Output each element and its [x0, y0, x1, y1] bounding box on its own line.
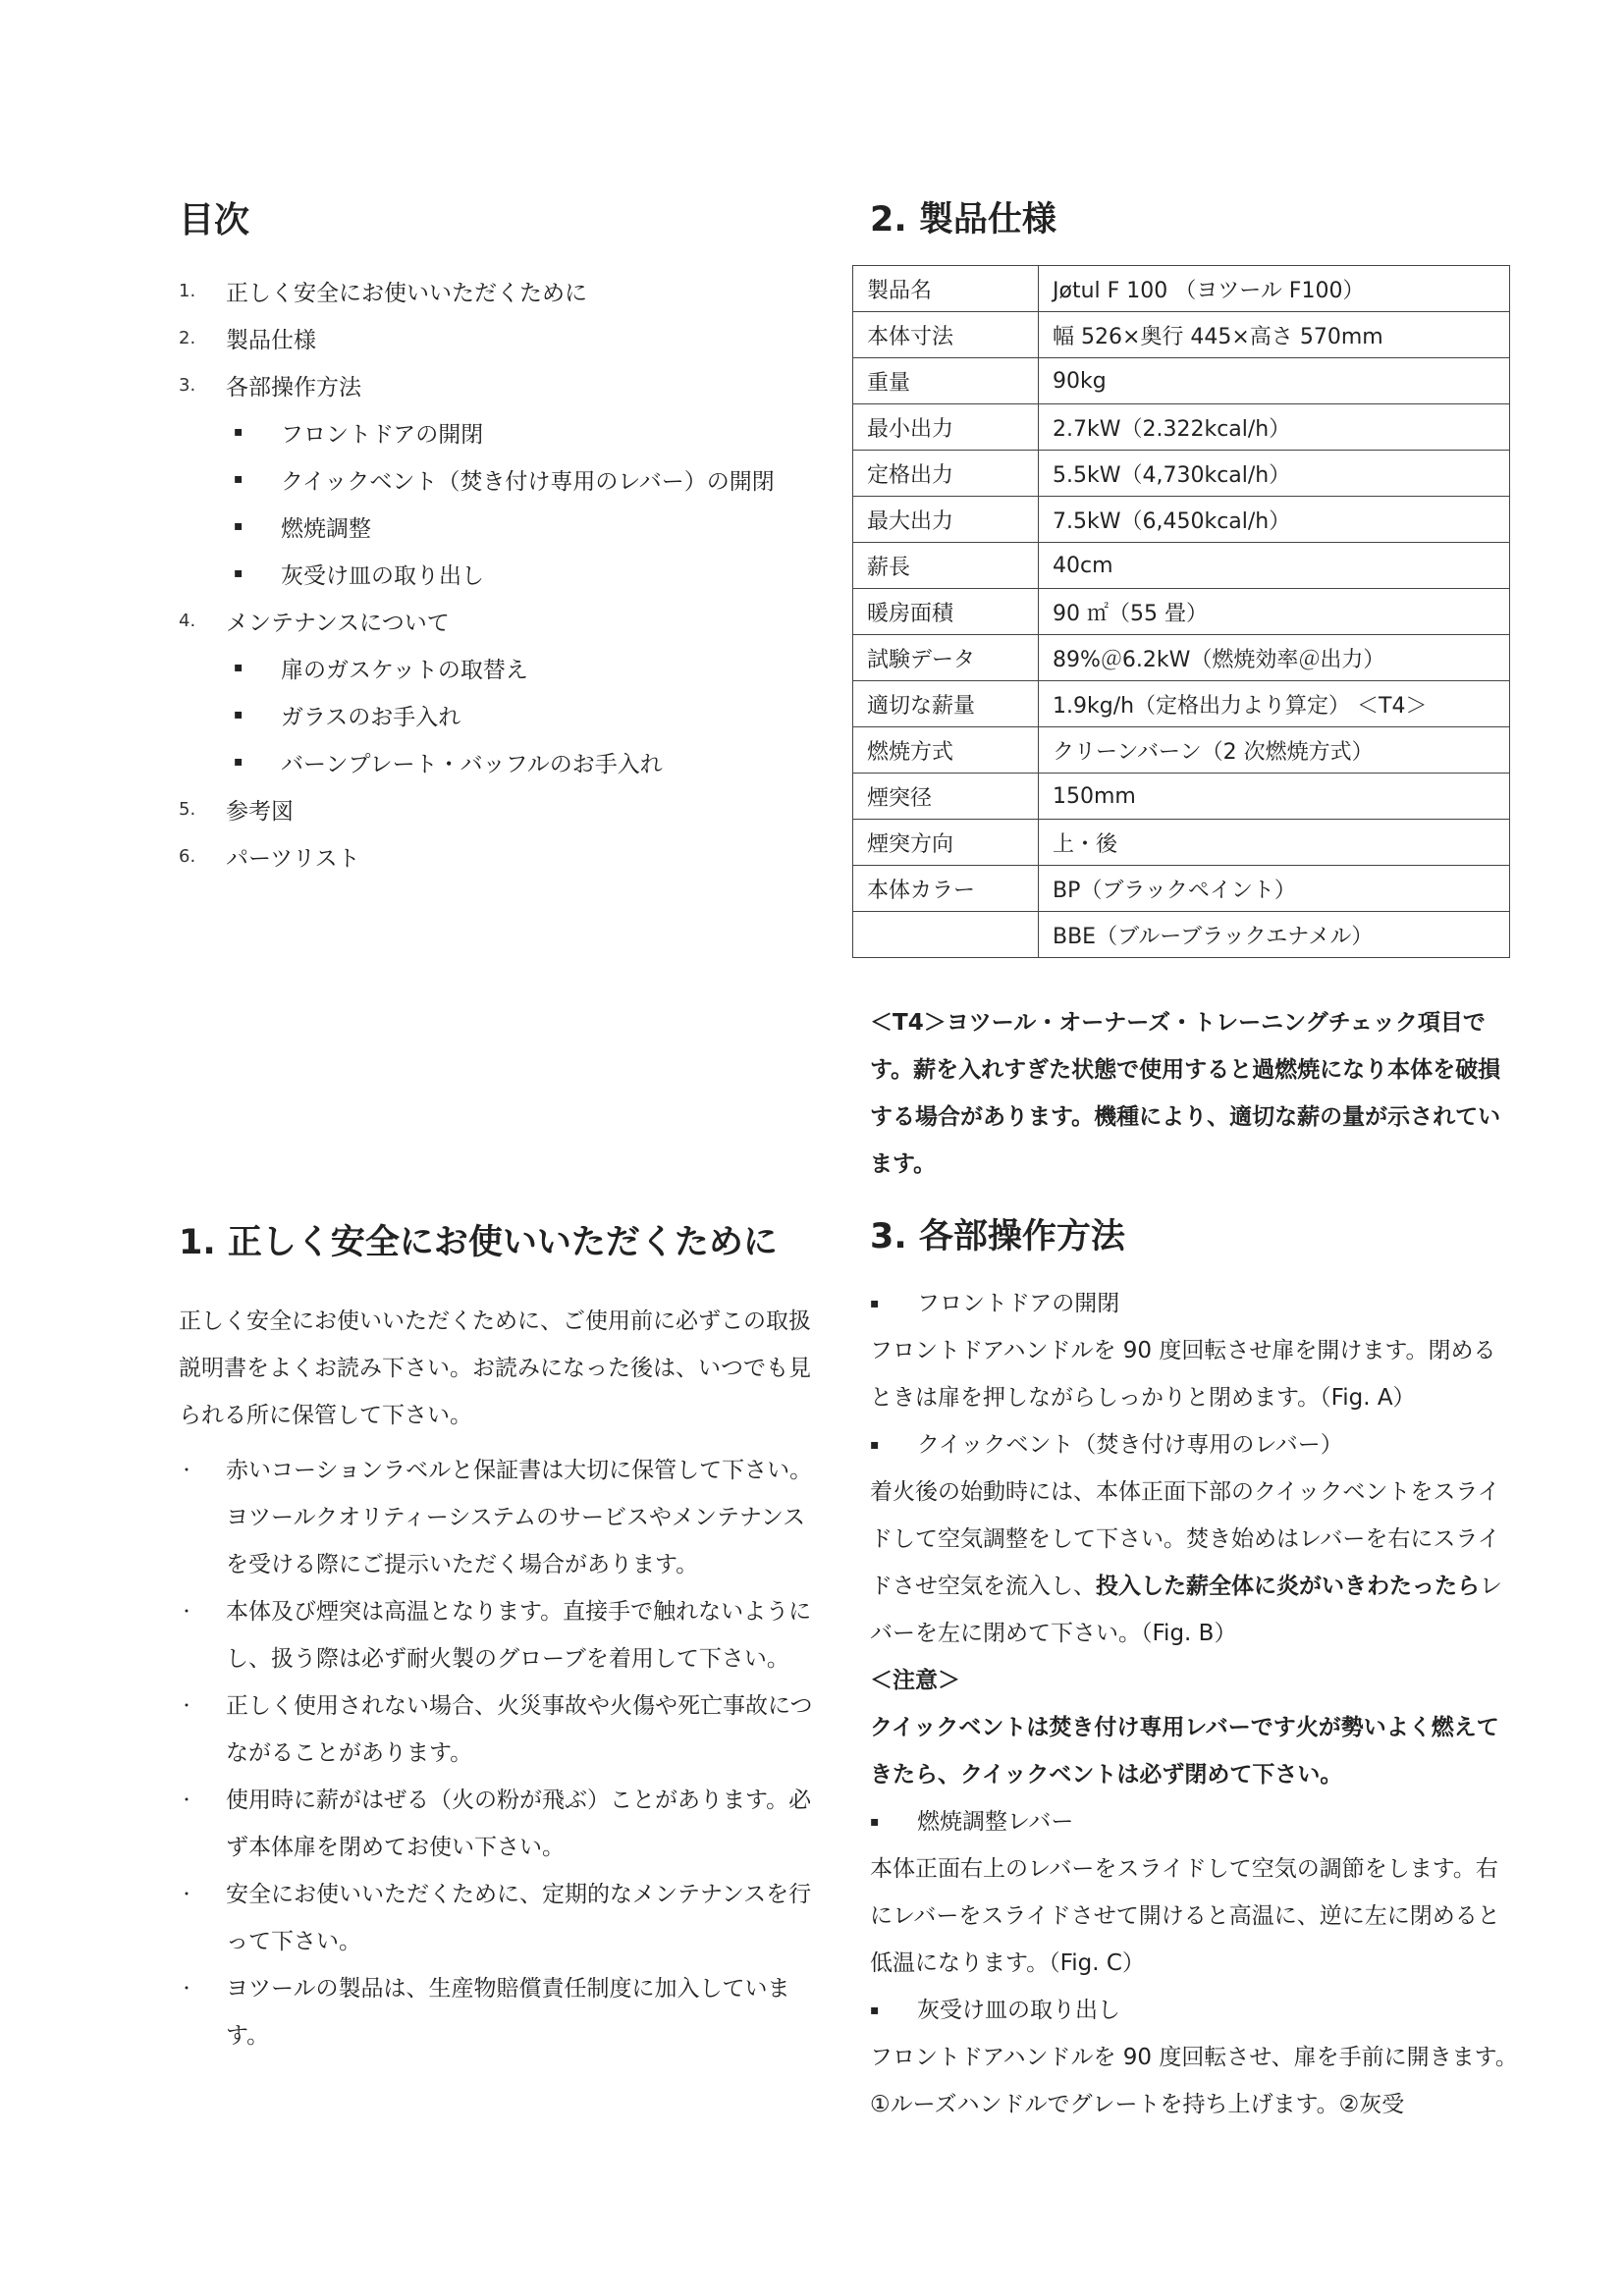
- bullet-icon: ▪: [870, 1437, 880, 1453]
- bullet-icon: ・: [179, 1602, 195, 1621]
- subheading-burn: ▪ 燃焼調整レバー: [870, 1798, 1518, 1845]
- table-row: 製品名 Jøtul F 100 （ヨツール F100）: [853, 266, 1510, 312]
- toc-item[interactable]: 4. メンテナンスについて: [179, 610, 450, 636]
- safety-list: [179, 1447, 827, 2059]
- toc-item[interactable]: 1. 正しく安全にお使いいただくために: [179, 280, 587, 306]
- bullet-icon: ・: [179, 1790, 195, 1809]
- bullet-icon: ▪: [870, 1296, 880, 1311]
- bullet-icon: ▪: [234, 518, 244, 534]
- toc-item[interactable]: 5. 参考図: [179, 798, 294, 825]
- table-row: BBE（ブルーブラックエナメル）: [853, 912, 1510, 958]
- toc-subitem[interactable]: ▪ バーンプレート・バッフルのお手入れ: [234, 751, 663, 777]
- bullet-icon: ・: [179, 1885, 195, 1903]
- table-of-contents: [179, 267, 807, 880]
- door-text: フロントドアハンドルを 90 度回転させ扉を開けます。閉めるときは扉を押しながらしっかりと閉めます。（Fig. A）: [870, 1338, 1496, 1411]
- list-item: ・ 本体及び煙突は高温となります。直接手で触れないようにし、扱う際は必ず耐火製のグローブを着用して下さい。: [179, 1588, 827, 1682]
- toc-subitem[interactable]: ▪ クイックベント（焚き付け専用のレバー）の開閉: [234, 468, 775, 495]
- bullet-icon: ▪: [234, 565, 244, 581]
- table-row: 煙突径 150mm: [853, 774, 1510, 820]
- bullet-icon: ・: [179, 1979, 195, 1998]
- table-row: 最大出力 7.5kW（6,450kcal/h）: [853, 497, 1510, 543]
- section2-title: 2. 製品仕様: [870, 200, 1056, 240]
- table-row: 重量 90kg: [853, 358, 1510, 404]
- bullet-icon: ▪: [870, 2002, 880, 2018]
- bullet-icon: ・: [179, 1696, 195, 1715]
- bullet-icon: ▪: [234, 660, 244, 675]
- caution-text: クイックベントは焚き付け専用レバーです火が勢いよく燃えてきたら、クイックベントは必ず閉めて下さい。: [870, 1715, 1499, 1788]
- table-row: 試験データ 89%＠6.2kW（燃焼効率＠出力）: [853, 635, 1510, 681]
- toc-item[interactable]: 3. 各部操作方法: [179, 374, 361, 400]
- toc-subitem[interactable]: ▪ ガラスのお手入れ: [234, 704, 461, 730]
- table-row: 煙突方向 上・後: [853, 820, 1510, 866]
- table-row: 薪長 40cm: [853, 543, 1510, 589]
- caution-heading: ＜注意＞: [870, 1668, 960, 1693]
- list-item: ・ 正しく使用されない場合、火災事故や火傷や死亡事故につながることがあります。: [179, 1682, 827, 1777]
- section1-intro: 正しく安全にお使いいただくために、ご使用前に必ずこの取扱説明書をよくお読み下さい。お読みになった後は、いつでも見られる所に保管して下さい。: [179, 1308, 811, 1428]
- list-item: ・ 安全にお使いいただくために、定期的なメンテナンスを行って下さい。: [179, 1871, 827, 1965]
- toc-item[interactable]: 2. 製品仕様: [179, 327, 316, 353]
- toc-subitem[interactable]: ▪ フロントドアの開閉: [234, 421, 484, 448]
- toc-subitem[interactable]: ▪ 扉のガスケットの取替え: [234, 657, 528, 683]
- bullet-icon: ▪: [234, 471, 244, 487]
- t4-note: ＜T4＞ヨツール・オーナーズ・トレーニングチェック項目です。薪を入れすぎた状態で使用すると過燃焼になり本体を破損する場合があります。機種により、適切な薪の量が示されています。: [870, 1010, 1501, 1177]
- spec-table: [852, 265, 1510, 958]
- burn-text: 本体正面右上のレバーをスライドして空気の調節をします。右にレバーをスライドさせて開けると高温に、逆に左に閉めると低温になります。（Fig. C）: [870, 1856, 1500, 1976]
- bullet-icon: ・: [179, 1461, 195, 1479]
- table-row: 本体寸法 幅 526×奥行 445×高さ 570mm: [853, 312, 1510, 358]
- bullet-icon: ▪: [234, 754, 244, 770]
- table-row: 定格出力 5.5kW（4,730kcal/h）: [853, 451, 1510, 497]
- section1-title: 1. 正しく安全にお使いいただくために: [179, 1223, 778, 1262]
- vent-text: 着火後の始動時には、本体正面下部のクイックベントをスライドして空気調整をして下さい。焚き始めはレバーを右にスライドさせ空気を流入し、投入した薪全体に炎がいきわたったらレバーを左に閉めて下さい。（Fig. B）: [870, 1479, 1502, 1646]
- bullet-icon: ▪: [234, 424, 244, 440]
- bullet-icon: ▪: [234, 707, 244, 722]
- section3-body: [870, 1280, 1518, 2128]
- toc-title: 目次: [179, 200, 250, 240]
- table-row: 暖房面積 90 ㎡（55 畳）: [853, 589, 1510, 635]
- section3-title: 3. 各部操作方法: [870, 1217, 1125, 1256]
- toc-subitem[interactable]: ▪ 燃焼調整: [234, 515, 371, 542]
- table-row: 適切な薪量 1.9kg/h（定格出力より算定） ＜T4＞: [853, 681, 1510, 727]
- table-row: 最小出力 2.7kW（2.322kcal/h）: [853, 404, 1510, 451]
- subheading-ash: ▪ 灰受け皿の取り出し: [870, 1987, 1518, 2034]
- list-item: ・ 使用時に薪がはぜる（火の粉が飛ぶ）ことがあります。必ず本体扉を閉めてお使い下さい。: [179, 1777, 827, 1871]
- subheading-vent: ▪ クイックベント（焚き付け専用のレバー）: [870, 1421, 1518, 1468]
- list-item: ・ ヨツールの製品は、生産物賠償責任制度に加入しています。: [179, 1965, 827, 2059]
- table-row: 燃焼方式 クリーンバーン（2 次燃焼方式）: [853, 727, 1510, 774]
- toc-item[interactable]: 6. パーツリスト: [179, 845, 360, 872]
- toc-subitem[interactable]: ▪ 灰受け皿の取り出し: [234, 562, 484, 589]
- table-row: 本体カラー BP（ブラックペイント）: [853, 866, 1510, 912]
- ash-text: フロントドアハンドルを 90 度回転させ、扉を手前に開きます。①ルーズハンドルでグレートを持ち上げます。②灰受: [870, 2045, 1518, 2117]
- subheading-door: ▪ フロントドアの開閉: [870, 1280, 1518, 1327]
- list-item: ・ 赤いコーションラベルと保証書は大切に保管して下さい。ヨツールクオリティーシステムのサービスやメンテナンスを受ける際にご提示いただく場合があります。: [179, 1447, 827, 1588]
- bullet-icon: ▪: [870, 1814, 880, 1830]
